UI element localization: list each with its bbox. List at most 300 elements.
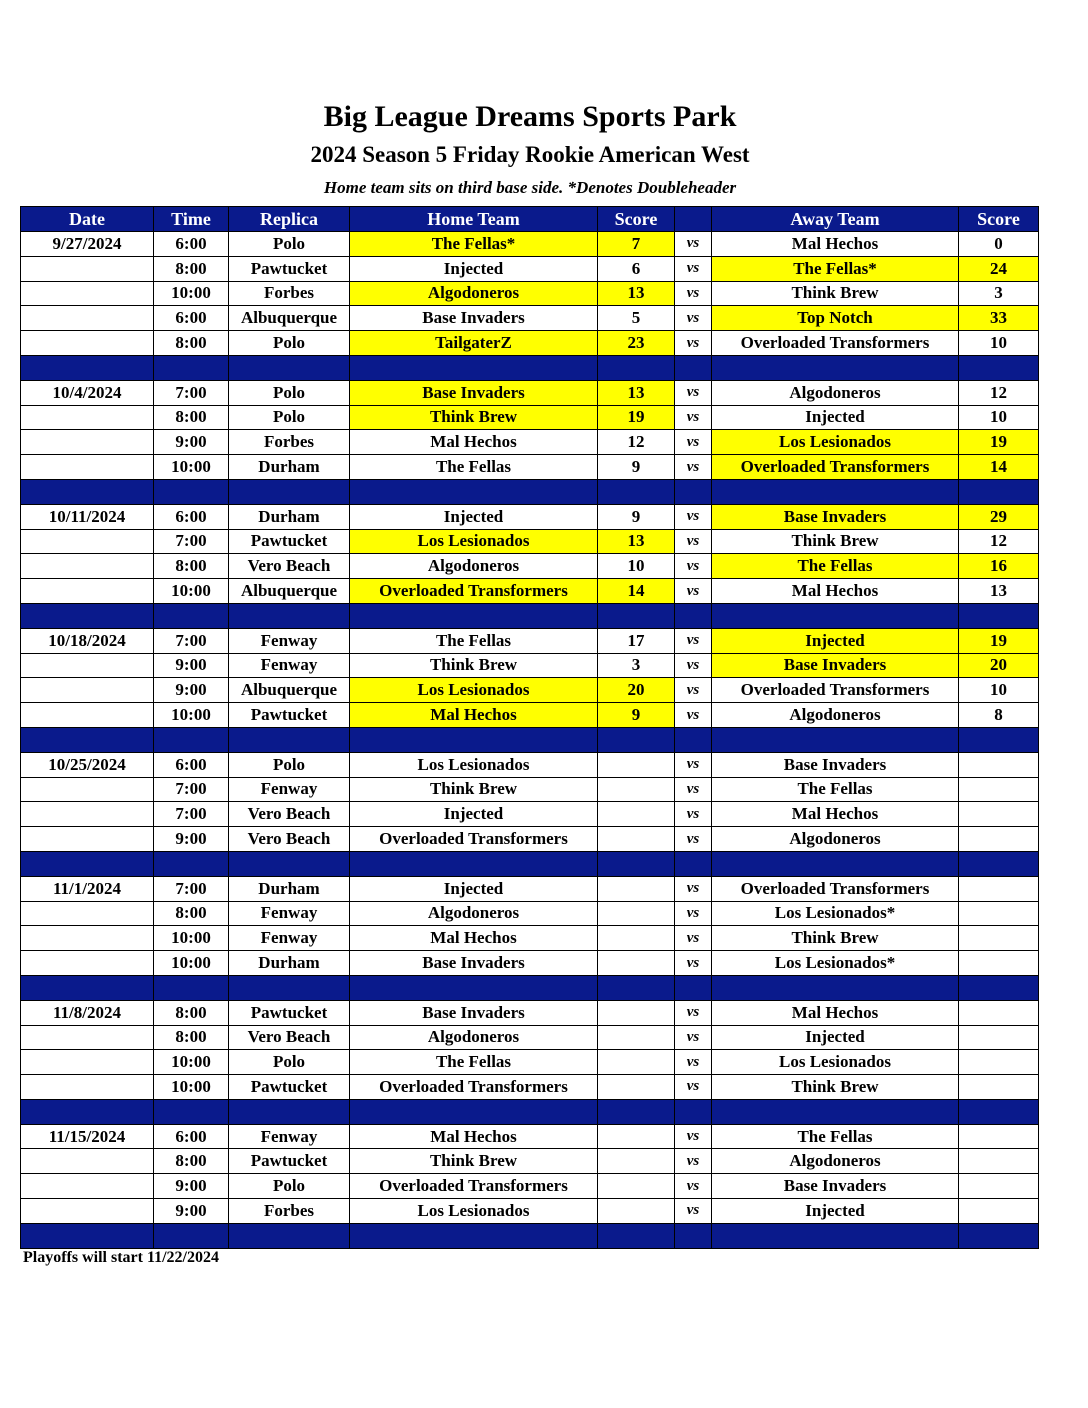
date-cell [21,827,154,852]
home-team-cell: Los Lesionados [350,678,598,703]
table-row [21,901,1039,926]
away-score-cell [959,1000,1039,1025]
date-cell: 10/4/2024 [21,380,154,405]
away-score-cell: 19 [959,628,1039,653]
replica-cell: Fenway [229,926,350,951]
time-cell: 10:00 [154,926,229,951]
separator-cell [154,479,229,504]
replica-cell: Polo [229,380,350,405]
date-cell [21,281,154,306]
home-score-cell: 19 [598,405,675,430]
page-subtitle: 2024 Season 5 Friday Rookie American West [310,142,750,167]
table-row [21,1025,1039,1050]
away-team-cell: Algodoneros [712,703,959,728]
replica-cell: Fenway [229,653,350,678]
home-score-cell [598,1199,675,1224]
separator-cell [229,355,350,380]
time-cell: 8:00 [154,1149,229,1174]
vs-cell: vs [675,1149,712,1174]
separator-cell [154,975,229,1000]
table-row [21,504,1039,529]
home-score-cell [598,777,675,802]
separator-cell [959,1099,1039,1124]
away-score-cell [959,1199,1039,1224]
replica-cell: Pawtucket [229,1149,350,1174]
table-row [21,331,1039,356]
away-score-cell: 20 [959,653,1039,678]
home-team-cell: Mal Hechos [350,430,598,455]
table-row [21,703,1039,728]
vs-cell: vs [675,405,712,430]
away-team-cell: Algodoneros [712,827,959,852]
date-cell [21,579,154,604]
separator-cell [959,479,1039,504]
vs-cell: vs [675,504,712,529]
separator-cell [21,479,154,504]
table-row [21,1050,1039,1075]
vs-cell: vs [675,1025,712,1050]
date-cell [21,802,154,827]
home-team-cell: Algodoneros [350,901,598,926]
separator-cell [350,355,598,380]
home-team-cell: Injected [350,876,598,901]
replica-cell: Fenway [229,777,350,802]
time-cell: 8:00 [154,901,229,926]
home-team-cell: Think Brew [350,1149,598,1174]
date-cell: 9/27/2024 [21,232,154,257]
time-cell: 7:00 [154,876,229,901]
week-separator-row [21,1099,1039,1124]
replica-cell: Polo [229,405,350,430]
away-team-cell: Injected [712,1025,959,1050]
away-team-cell: Think Brew [712,529,959,554]
date-cell [21,926,154,951]
table-row [21,802,1039,827]
away-score-cell [959,1124,1039,1149]
time-cell: 6:00 [154,232,229,257]
date-cell: 10/25/2024 [21,752,154,777]
home-team-cell: Los Lesionados [350,752,598,777]
separator-cell [229,1099,350,1124]
date-cell: 11/15/2024 [21,1124,154,1149]
date-cell [21,554,154,579]
away-team-cell: Base Invaders [712,1174,959,1199]
away-team-cell: Mal Hechos [712,232,959,257]
time-cell: 7:00 [154,380,229,405]
table-row [21,1124,1039,1149]
separator-cell [675,975,712,1000]
separator-cell [712,975,959,1000]
vs-cell: vs [675,951,712,976]
date-cell [21,256,154,281]
vs-cell: vs [675,256,712,281]
vs-cell: vs [675,926,712,951]
away-team-cell: Injected [712,1199,959,1224]
table-row [21,653,1039,678]
separator-cell [959,603,1039,628]
table-row [21,777,1039,802]
away-team-cell: The Fellas* [712,256,959,281]
separator-cell [21,975,154,1000]
date-cell [21,1075,154,1100]
home-team-cell: Think Brew [350,777,598,802]
away-score-cell: 8 [959,703,1039,728]
away-score-cell: 14 [959,455,1039,480]
time-cell: 6:00 [154,504,229,529]
time-cell: 9:00 [154,678,229,703]
home-team-cell: Overloaded Transformers [350,1174,598,1199]
table-row [21,430,1039,455]
date-cell [21,1174,154,1199]
separator-cell [712,1223,959,1248]
separator-cell [959,355,1039,380]
separator-cell [21,1099,154,1124]
home-score-cell: 23 [598,331,675,356]
table-row [21,1174,1039,1199]
home-team-cell: Base Invaders [350,380,598,405]
vs-cell: vs [675,455,712,480]
vs-cell: vs [675,579,712,604]
date-cell [21,1199,154,1224]
table-row [21,876,1039,901]
vs-cell: vs [675,554,712,579]
date-cell [21,1025,154,1050]
separator-cell [959,851,1039,876]
replica-cell: Forbes [229,430,350,455]
vs-cell: vs [675,802,712,827]
home-score-cell: 13 [598,529,675,554]
date-cell [21,653,154,678]
separator-cell [350,727,598,752]
separator-cell [229,479,350,504]
home-score-cell: 9 [598,504,675,529]
table-row [21,827,1039,852]
table-row [21,281,1039,306]
home-score-cell: 14 [598,579,675,604]
home-team-cell: Los Lesionados [350,529,598,554]
week-separator-row [21,727,1039,752]
separator-cell [154,603,229,628]
week-separator-row [21,479,1039,504]
away-team-cell: The Fellas [712,554,959,579]
replica-cell: Pawtucket [229,529,350,554]
table-row [21,678,1039,703]
away-team-cell: Overloaded Transformers [712,678,959,703]
header-replica: Replica [229,207,350,232]
separator-cell [229,727,350,752]
date-cell [21,777,154,802]
separator-cell [154,1223,229,1248]
separator-cell [675,851,712,876]
separator-cell [675,603,712,628]
separator-cell [712,603,959,628]
table-row [21,951,1039,976]
header-home-team: Home Team [350,207,598,232]
separator-cell [21,603,154,628]
table-row [21,926,1039,951]
away-team-cell: Overloaded Transformers [712,876,959,901]
away-score-cell: 0 [959,232,1039,257]
vs-cell: vs [675,380,712,405]
away-team-cell: Injected [712,405,959,430]
date-cell [21,951,154,976]
separator-cell [712,479,959,504]
separator-cell [598,1223,675,1248]
away-score-cell [959,1025,1039,1050]
home-team-cell: Algodoneros [350,281,598,306]
date-cell [21,455,154,480]
replica-cell: Durham [229,951,350,976]
replica-cell: Vero Beach [229,554,350,579]
separator-cell [350,851,598,876]
playoffs-note: Playoffs will start 11/22/2024 [23,1249,219,1266]
away-score-cell [959,1050,1039,1075]
home-team-cell: Los Lesionados [350,1199,598,1224]
home-score-cell [598,827,675,852]
away-score-cell: 10 [959,405,1039,430]
home-team-cell: The Fellas [350,1050,598,1075]
home-score-cell [598,1174,675,1199]
away-score-cell [959,876,1039,901]
home-score-cell [598,1000,675,1025]
header-time: Time [154,207,229,232]
away-score-cell: 24 [959,256,1039,281]
week-separator-row [21,603,1039,628]
home-score-cell [598,752,675,777]
away-score-cell [959,1174,1039,1199]
vs-cell: vs [675,430,712,455]
separator-cell [675,1099,712,1124]
separator-cell [350,975,598,1000]
time-cell: 8:00 [154,554,229,579]
home-score-cell [598,926,675,951]
separator-cell [598,479,675,504]
home-team-cell: Mal Hechos [350,703,598,728]
away-team-cell: Overloaded Transformers [712,331,959,356]
vs-cell: vs [675,281,712,306]
away-score-cell [959,1149,1039,1174]
home-team-cell: Overloaded Transformers [350,827,598,852]
table-row [21,1075,1039,1100]
home-team-cell: Injected [350,802,598,827]
vs-cell: vs [675,1000,712,1025]
away-score-cell: 10 [959,678,1039,703]
time-cell: 7:00 [154,628,229,653]
week-separator-row [21,975,1039,1000]
header-vs [675,207,712,232]
home-score-cell: 6 [598,256,675,281]
separator-cell [229,603,350,628]
replica-cell: Pawtucket [229,256,350,281]
away-score-cell: 12 [959,380,1039,405]
away-team-cell: The Fellas [712,777,959,802]
time-cell: 8:00 [154,331,229,356]
away-score-cell: 19 [959,430,1039,455]
vs-cell: vs [675,827,712,852]
page-title: Big League Dreams Sports Park [323,100,737,133]
time-cell: 6:00 [154,1124,229,1149]
home-score-cell [598,1025,675,1050]
vs-cell: vs [675,876,712,901]
table-header-row [21,207,1039,232]
home-score-cell [598,802,675,827]
away-score-cell: 29 [959,504,1039,529]
table-row [21,579,1039,604]
home-score-cell: 13 [598,281,675,306]
away-team-cell: Mal Hechos [712,802,959,827]
separator-cell [350,1223,598,1248]
home-score-cell: 13 [598,380,675,405]
away-team-cell: Overloaded Transformers [712,455,959,480]
home-team-cell: Think Brew [350,405,598,430]
table-row [21,256,1039,281]
home-team-cell: Base Invaders [350,1000,598,1025]
separator-cell [675,355,712,380]
separator-cell [712,1099,959,1124]
away-score-cell: 3 [959,281,1039,306]
separator-cell [154,355,229,380]
home-score-cell [598,876,675,901]
home-team-cell: Overloaded Transformers [350,579,598,604]
separator-cell [154,727,229,752]
table-row [21,455,1039,480]
vs-cell: vs [675,1075,712,1100]
date-cell: 11/8/2024 [21,1000,154,1025]
separator-cell [712,355,959,380]
away-team-cell: Algodoneros [712,380,959,405]
time-cell: 10:00 [154,1050,229,1075]
away-score-cell [959,951,1039,976]
replica-cell: Albuquerque [229,306,350,331]
date-cell [21,331,154,356]
time-cell: 10:00 [154,281,229,306]
home-team-cell: Base Invaders [350,951,598,976]
time-cell: 10:00 [154,1075,229,1100]
table-row [21,232,1039,257]
table-row [21,1199,1039,1224]
away-score-cell: 12 [959,529,1039,554]
vs-cell: vs [675,628,712,653]
time-cell: 9:00 [154,430,229,455]
time-cell: 9:00 [154,653,229,678]
vs-cell: vs [675,678,712,703]
separator-cell [598,975,675,1000]
replica-cell: Polo [229,1050,350,1075]
date-cell [21,405,154,430]
away-team-cell: Los Lesionados* [712,951,959,976]
date-cell: 11/1/2024 [21,876,154,901]
time-cell: 7:00 [154,777,229,802]
home-team-cell: The Fellas* [350,232,598,257]
away-score-cell [959,777,1039,802]
separator-cell [229,975,350,1000]
table-row [21,752,1039,777]
date-cell [21,703,154,728]
vs-cell: vs [675,529,712,554]
replica-cell: Polo [229,232,350,257]
table-row [21,628,1039,653]
week-separator-row [21,1223,1039,1248]
home-team-cell: Mal Hechos [350,1124,598,1149]
home-score-cell: 5 [598,306,675,331]
table-row [21,1149,1039,1174]
home-score-cell [598,1075,675,1100]
replica-cell: Pawtucket [229,1075,350,1100]
away-team-cell: Think Brew [712,926,959,951]
table-row [21,529,1039,554]
away-team-cell: Mal Hechos [712,1000,959,1025]
time-cell: 6:00 [154,306,229,331]
separator-cell [229,851,350,876]
date-cell [21,529,154,554]
away-score-cell: 10 [959,331,1039,356]
replica-cell: Fenway [229,628,350,653]
home-score-cell: 7 [598,232,675,257]
vs-cell: vs [675,1199,712,1224]
header-date: Date [21,207,154,232]
away-team-cell: Think Brew [712,1075,959,1100]
date-cell [21,678,154,703]
separator-cell [598,1099,675,1124]
vs-cell: vs [675,777,712,802]
away-score-cell [959,1075,1039,1100]
separator-cell [959,975,1039,1000]
home-score-cell [598,901,675,926]
home-score-cell [598,951,675,976]
separator-cell [598,851,675,876]
time-cell: 8:00 [154,1025,229,1050]
separator-cell [350,479,598,504]
away-team-cell: Los Lesionados* [712,901,959,926]
time-cell: 8:00 [154,256,229,281]
separator-cell [959,727,1039,752]
replica-cell: Polo [229,1174,350,1199]
home-team-cell: The Fellas [350,628,598,653]
separator-cell [21,1223,154,1248]
time-cell: 7:00 [154,529,229,554]
away-team-cell: Los Lesionados [712,1050,959,1075]
home-score-cell [598,1149,675,1174]
separator-cell [712,851,959,876]
time-cell: 8:00 [154,405,229,430]
away-score-cell [959,752,1039,777]
time-cell: 9:00 [154,827,229,852]
date-cell [21,1050,154,1075]
away-team-cell: The Fellas [712,1124,959,1149]
separator-cell [350,603,598,628]
separator-cell [21,851,154,876]
table-row [21,306,1039,331]
vs-cell: vs [675,306,712,331]
week-separator-row [21,355,1039,380]
schedule-note: Home team sits on third base side. *Denotes Doubleheader [323,178,737,197]
away-score-cell [959,827,1039,852]
table-row [21,380,1039,405]
home-score-cell: 17 [598,628,675,653]
time-cell: 7:00 [154,802,229,827]
away-team-cell: Los Lesionados [712,430,959,455]
replica-cell: Fenway [229,1124,350,1149]
away-score-cell: 16 [959,554,1039,579]
table-row [21,1000,1039,1025]
away-team-cell: Base Invaders [712,752,959,777]
separator-cell [598,355,675,380]
replica-cell: Durham [229,876,350,901]
replica-cell: Polo [229,331,350,356]
separator-cell [712,727,959,752]
schedule-table [20,206,1039,1249]
replica-cell: Forbes [229,281,350,306]
